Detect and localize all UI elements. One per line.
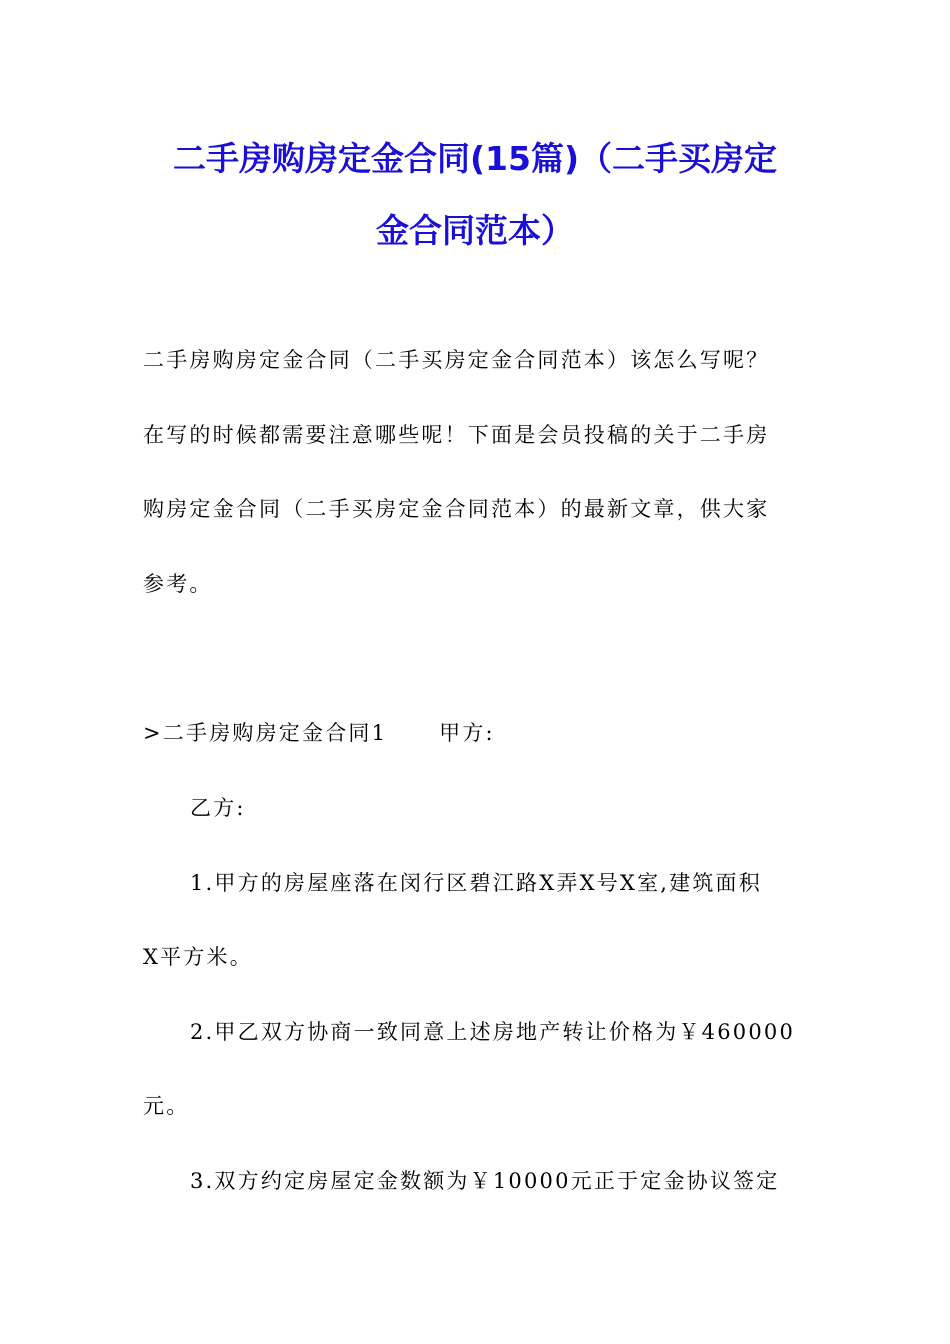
party-a-label: 甲方: xyxy=(439,721,495,745)
intro-line-1: 二手房购房定金合同（二手买房定金合同范本）该怎么写呢？ xyxy=(143,348,770,372)
clause-1-line-1: 1.甲方的房屋座落在闵行区碧江路X弄X号X室,建筑面积 xyxy=(190,871,762,895)
intro-line-4: 参考。 xyxy=(143,572,213,596)
clause-2-line-1: 2.甲乙双方协商一致同意上述房地产转让价格为￥460000 xyxy=(190,1020,795,1044)
clause-2-line-2: 元。 xyxy=(143,1094,190,1118)
document-title-line-1: 二手房购房定金合同(15篇)（二手买房定 xyxy=(172,139,778,178)
document-title-line-2: 金合同范本） xyxy=(376,211,574,250)
clause-3-line-1: 3.双方约定房屋定金数额为￥10000元正于定金协议签定 xyxy=(190,1169,780,1193)
intro-line-2: 在写的时候都需要注意哪些呢！下面是会员投稿的关于二手房 xyxy=(143,423,770,447)
party-b-label: 乙方: xyxy=(190,796,246,820)
intro-line-3: 购房定金合同（二手买房定金合同范本）的最新文章，供大家 xyxy=(143,497,770,521)
section-heading-row xyxy=(143,718,808,748)
section-heading: >二手房购房定金合同1 xyxy=(143,721,388,745)
clause-1-line-2: X平方米。 xyxy=(143,945,253,969)
